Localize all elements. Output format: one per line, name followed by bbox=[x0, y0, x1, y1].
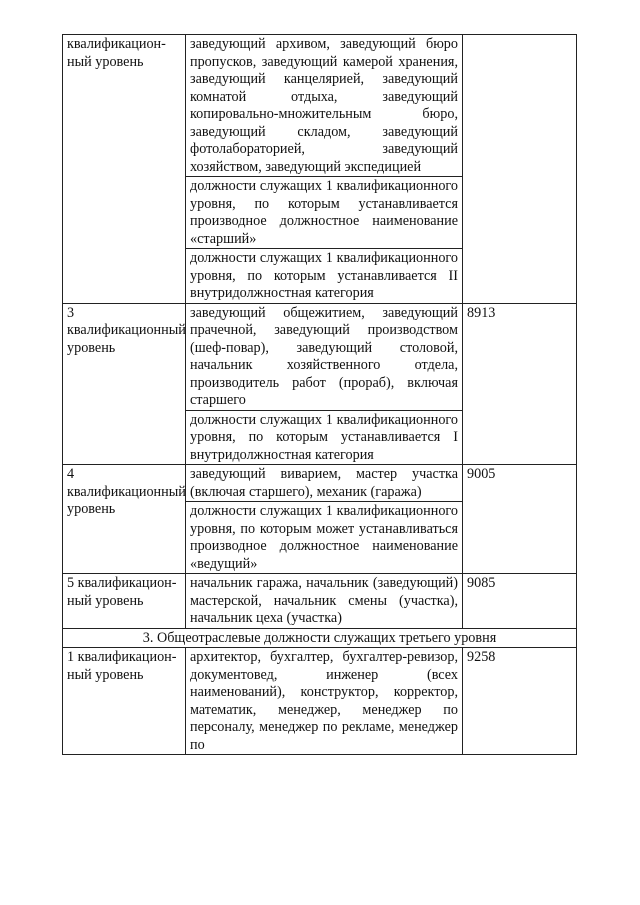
level-cell: квалификацион-ный уровень bbox=[63, 35, 186, 304]
position-cell: должности служащих 1 квалификационного уровня, по которым устанавливается I внутридолжностная категория bbox=[186, 410, 463, 465]
table-row bbox=[63, 303, 577, 410]
position-cell: должности служащих 1 квалификационного уровня, по которым устанавливается производное должностное наименование «старший» bbox=[186, 177, 463, 249]
level-cell: 4 квалификационный уровень bbox=[63, 465, 186, 574]
qualification-table bbox=[62, 34, 577, 755]
position-cell: заведующий виварием, мастер участка (включая старшего), механик (гаража) bbox=[186, 465, 463, 502]
position-cell: заведующий архивом, заведующий бюро пропусков, заведующий камерой хранения, заведующий канцелярией, заведующий комнатой отдыха, заведующий копировально-множительным бюро, заведующий складом, заведующий фотолабораторией, заведующий хозяйством, заведующий экспедицией bbox=[186, 35, 463, 177]
code-cell: 9005 bbox=[463, 465, 577, 574]
table-row bbox=[63, 648, 577, 755]
code-cell: 9258 bbox=[463, 648, 577, 755]
table-row bbox=[63, 574, 577, 629]
position-cell: должности служащих 1 квалификационного уровня, по которым устанавливается II внутридолжностная категория bbox=[186, 249, 463, 304]
code-cell bbox=[463, 35, 577, 304]
table-row bbox=[63, 465, 577, 502]
level-cell: 3 квалификационный уровень bbox=[63, 303, 186, 465]
code-cell: 8913 bbox=[463, 303, 577, 465]
position-cell: должности служащих 1 квалификационного уровня, по которым может устанавливаться производное должностное наименование «ведущий» bbox=[186, 502, 463, 574]
section-heading: 3. Общеотраслевые должности служащих третьего уровня bbox=[63, 628, 577, 648]
table-row bbox=[63, 35, 577, 177]
position-cell: начальник гаража, начальник (заведующий) мастерской, начальник смены (участка), начальник цеха (участка) bbox=[186, 574, 463, 629]
level-cell: 1 квалификацион-ный уровень bbox=[63, 648, 186, 755]
level-cell: 5 квалификацион-ный уровень bbox=[63, 574, 186, 629]
position-cell: архитектор, бухгалтер, бухгалтер-ревизор, документовед, инженер (всех наименований), конструктор, корректор, математик, менеджер, менеджер по персоналу, менеджер по рекламе, менеджер по bbox=[186, 648, 463, 755]
section-row bbox=[63, 628, 577, 648]
position-cell: заведующий общежитием, заведующий прачечной, заведующий производством (шеф-повар), заведующий столовой, начальник хозяйственного отдела, производитель работ (прораб), включая старшего bbox=[186, 303, 463, 410]
code-cell: 9085 bbox=[463, 574, 577, 629]
